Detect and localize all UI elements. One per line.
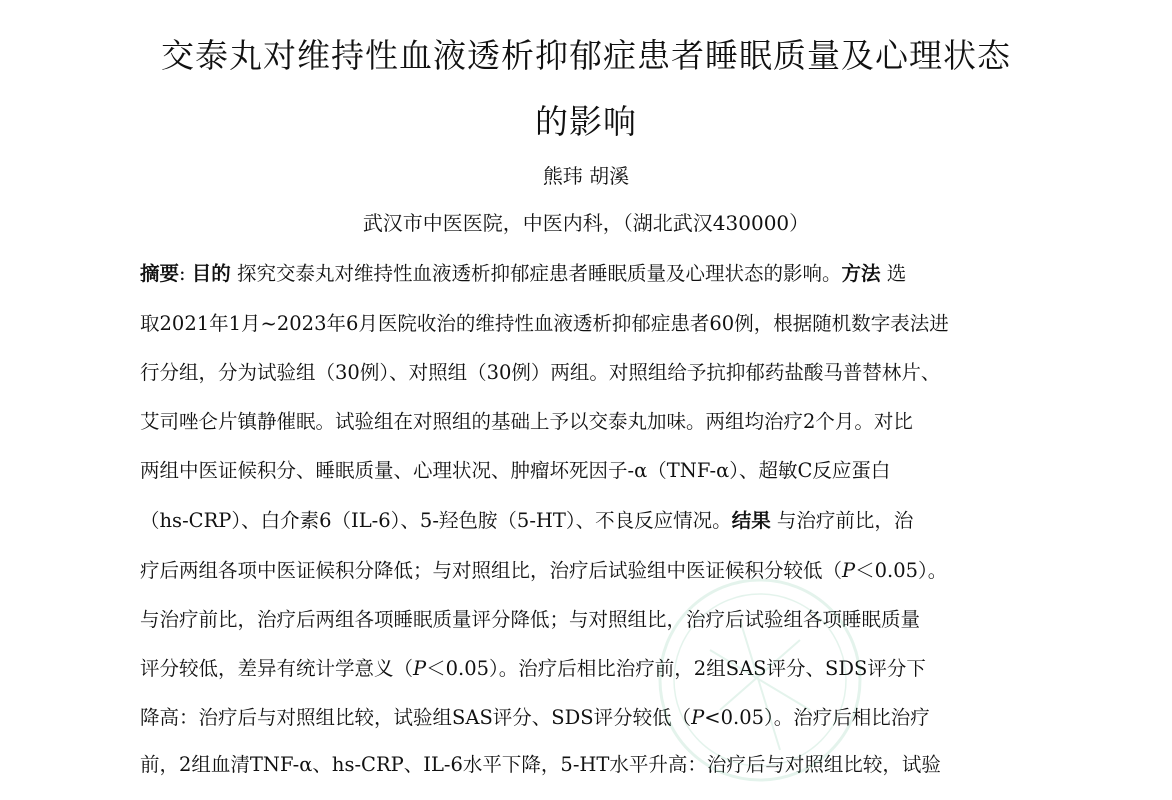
- abstract-line-7-a: 疗后两组各项中医证候积分降低；与对照组比，治疗后试验组中医证候积分较低（: [140, 559, 843, 582]
- abstract-line-9-b: ＜0.05）。治疗后相比治疗前，2组SAS评分、SDS评分下: [426, 657, 926, 680]
- abstract-line-9-a: 评分较低，差异有统计学意义（: [140, 657, 414, 680]
- paper-title-line-2: 的影响: [535, 102, 637, 141]
- abstract-line-5-text: 两组中医证候积分、睡眠质量、心理状况、肿瘤坏死因子-α（TNF-α）、超敏C反应蛋白: [140, 459, 891, 482]
- abstract-line-4-text: 艾司唑仑片镇静催眠。试验组在对照组的基础上予以交泰丸加味。两组均治疗2个月。对比: [140, 410, 913, 433]
- abstract-line-6-a: （hs-CRP）、白介素6（IL-6）、5-羟色胺（5-HT）、不良反应情况。: [140, 509, 732, 532]
- abstract-line-8-text: 与治疗前比，治疗后两组各项睡眠质量评分降低；与对照组比，治疗后试验组各项睡眠质量: [140, 608, 921, 631]
- abstract-line-7-text: [140, 555, 947, 583]
- objective-label: 目的: [191, 262, 231, 285]
- paper-title-line-1: 交泰丸对维持性血液透析抑郁症患者睡眠质量及心理状态: [161, 36, 1011, 75]
- abstract-line-1: [140, 258, 1010, 286]
- abstract-label: 摘要: [140, 262, 180, 285]
- affiliation: 武汉市中医医院，中医内科，（湖北武汉430000）: [362, 211, 810, 235]
- abstract-line-5: [140, 455, 1010, 483]
- abstract-line-2: [140, 308, 1010, 336]
- abstract-line-11: [140, 749, 1010, 777]
- abstract-line-10-text: [140, 702, 930, 730]
- abstract-line-10-a: 降高：治疗后与对照组比较，试验组SAS评分、SDS评分较低（: [140, 706, 692, 729]
- abstract-line-3: [140, 357, 1010, 385]
- methods-text-start: 选: [880, 262, 907, 285]
- abstract-colon: :: [179, 262, 192, 285]
- p-symbol: P: [691, 706, 705, 729]
- abstract-line-10-b: <0.05）。治疗后相比治疗: [704, 706, 930, 729]
- authors: 熊玮 胡溪: [542, 164, 630, 188]
- abstract-line-9: [140, 653, 1010, 681]
- abstract-line-7-b: ＜0.05）。: [855, 559, 948, 582]
- p-symbol: P: [413, 657, 427, 680]
- abstract-line-1-text: [140, 258, 906, 286]
- abstract-line-8: [140, 604, 1010, 632]
- abstract-line-11-text: 前，2组血清TNF-α、hs-CRP、IL-6水平下降，5-HT水平升高：治疗后与对照组比较，试验: [140, 753, 941, 776]
- methods-label: 方法: [841, 262, 881, 285]
- p-symbol: P: [842, 559, 856, 582]
- abstract-line-4: [140, 406, 1010, 434]
- abstract-line-2-text: 取2021年1月~2023年6月医院收治的维持性血液透析抑郁症患者60例，根据随机数字表法进: [140, 312, 949, 335]
- abstract-line-7: [140, 555, 1010, 583]
- abstract-line-6: [140, 505, 1010, 533]
- abstract-line-10: [140, 702, 1010, 730]
- abstract-line-9-text: [140, 653, 926, 681]
- objective-text: 探究交泰丸对维持性血液透析抑郁症患者睡眠质量及心理状态的影响。: [230, 262, 842, 285]
- abstract-line-6-c: 与治疗前比，治: [770, 509, 914, 532]
- results-label: 结果: [731, 509, 771, 532]
- abstract-line-6-text: [140, 505, 913, 533]
- abstract-line-3-text: 行分组，分为试验组（30例）、对照组（30例）两组。对照组给予抗抑郁药盐酸马普替林片、: [140, 361, 941, 384]
